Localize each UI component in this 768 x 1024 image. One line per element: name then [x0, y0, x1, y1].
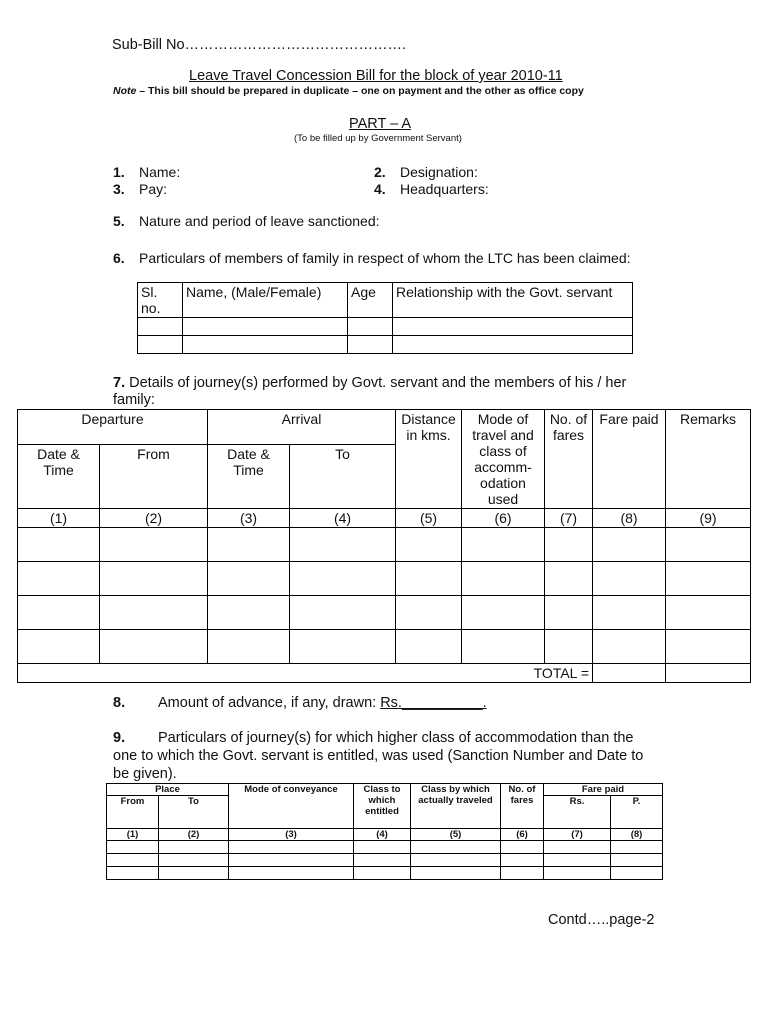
table-cell[interactable] — [593, 528, 666, 562]
table-cell[interactable] — [107, 867, 159, 880]
arrival-header: Arrival — [208, 410, 396, 445]
class-actual-header: Class by which actually traveled — [411, 784, 501, 829]
fare-paid-header: Fare paid — [593, 410, 666, 509]
field-headquarters — [374, 181, 489, 197]
class-entitled-header: Class to which entitled — [354, 784, 411, 829]
table-row — [18, 528, 751, 562]
table-cell[interactable] — [611, 867, 663, 880]
continued-note: Contd…..page-2 — [548, 912, 655, 928]
field-family-particulars — [113, 250, 631, 266]
table-cell[interactable] — [396, 596, 462, 630]
table-header-row — [107, 784, 663, 796]
table-cell[interactable] — [411, 854, 501, 867]
column-header: Age — [348, 283, 393, 318]
fares-header: No. of fares — [501, 784, 544, 829]
table-cell[interactable] — [593, 562, 666, 596]
table-header-row — [138, 283, 633, 318]
table-cell[interactable] — [100, 528, 208, 562]
table-cell[interactable] — [545, 630, 593, 664]
note-text: – This bill should be prepared in duplicate – one on payment and the other as office copy — [139, 85, 584, 97]
field-number: 1. — [113, 164, 125, 180]
table-cell[interactable] — [354, 854, 411, 867]
table-cell[interactable] — [462, 596, 545, 630]
column-number-row — [18, 509, 751, 528]
column-number: (4) — [290, 509, 396, 528]
table-cell[interactable] — [18, 630, 100, 664]
table-row — [107, 854, 663, 867]
arrival-to-header: To — [290, 444, 396, 508]
rs-header: Rs. — [544, 796, 611, 829]
part-heading: PART – A — [349, 116, 412, 132]
advance-amount-line — [113, 695, 487, 711]
field-number: 5. — [113, 213, 125, 229]
table-cell[interactable] — [393, 336, 633, 354]
arrival-date-header: Date & Time — [208, 444, 290, 508]
column-number: (8) — [611, 829, 663, 841]
table-cell[interactable] — [545, 596, 593, 630]
part-subheading: (To be filled up by Government Servant) — [294, 133, 462, 144]
field-number: 6. — [113, 250, 125, 266]
column-header: Name, (Male/Female) — [183, 283, 348, 318]
family-members-table — [137, 282, 633, 354]
table-cell[interactable] — [544, 841, 611, 854]
section-text: Particulars of journey(s) for which higher class of accommodation than the one to which the Govt. servant is entitled, was used (Sanction Number and Date to be given). — [113, 730, 644, 782]
table-cell[interactable] — [666, 528, 751, 562]
table-row — [107, 841, 663, 854]
column-number: (5) — [396, 509, 462, 528]
table-cell[interactable] — [501, 854, 544, 867]
column-number: (3) — [229, 829, 354, 841]
column-number: (2) — [100, 509, 208, 528]
field-pay — [113, 181, 167, 197]
journey-details-heading — [113, 375, 658, 409]
table-cell[interactable] — [18, 562, 100, 596]
field-label: Pay: — [139, 181, 168, 197]
from-header: From — [107, 796, 159, 829]
table-cell[interactable] — [208, 562, 290, 596]
sub-bill-number: Sub-Bill No………………………………………. — [112, 37, 407, 53]
column-number: (6) — [462, 509, 545, 528]
section-text: Details of journey(s) performed by Govt. servant and the members of his / her family: — [113, 375, 627, 408]
column-number: (2) — [159, 829, 229, 841]
table-cell[interactable] — [462, 528, 545, 562]
table-row — [18, 562, 751, 596]
table-cell[interactable] — [545, 528, 593, 562]
table-cell[interactable] — [229, 854, 354, 867]
column-number: (1) — [18, 509, 100, 528]
table-cell[interactable] — [666, 630, 751, 664]
distance-header: Distance in kms. — [396, 410, 462, 509]
field-label: Nature and period of leave sanctioned: — [139, 213, 380, 229]
table-cell[interactable] — [183, 336, 348, 354]
bill-title: Leave Travel Concession Bill for the block of year 2010-11 — [189, 68, 563, 84]
table-cell[interactable] — [18, 596, 100, 630]
table-cell[interactable] — [18, 528, 100, 562]
table-row — [107, 867, 663, 880]
column-header: Relationship with the Govt. servant — [393, 283, 633, 318]
paise-header: P. — [611, 796, 663, 829]
field-name — [113, 164, 180, 180]
total-label: TOTAL = — [18, 664, 593, 683]
table-cell[interactable] — [611, 841, 663, 854]
table-cell[interactable] — [107, 841, 159, 854]
field-label: Particulars of members of family in respect of whom the LTC has been claimed: — [139, 250, 631, 266]
table-row — [18, 596, 751, 630]
column-number: (1) — [107, 829, 159, 841]
table-row — [138, 318, 633, 336]
table-cell[interactable] — [545, 562, 593, 596]
total-fare-cell[interactable] — [593, 664, 666, 683]
to-header: To — [159, 796, 229, 829]
table-cell[interactable] — [100, 562, 208, 596]
table-cell[interactable] — [208, 630, 290, 664]
column-number: (6) — [501, 829, 544, 841]
total-row — [18, 664, 751, 683]
table-cell[interactable] — [107, 854, 159, 867]
fares-header: No. of fares — [545, 410, 593, 509]
table-cell[interactable] — [593, 630, 666, 664]
table-cell[interactable] — [290, 562, 396, 596]
table-row — [138, 336, 633, 354]
fare-paid-header: Fare paid — [544, 784, 663, 796]
table-cell[interactable] — [159, 854, 229, 867]
section-number: 9. — [113, 730, 126, 746]
note-line — [113, 85, 584, 97]
table-cell[interactable] — [501, 841, 544, 854]
table-row — [18, 630, 751, 664]
table-cell[interactable] — [290, 596, 396, 630]
table-cell[interactable] — [544, 854, 611, 867]
table-cell[interactable] — [348, 336, 393, 354]
column-number: (8) — [593, 509, 666, 528]
mode-header: Mode of travel and class of accomm-odation used — [462, 410, 545, 509]
section-number: 7. — [113, 375, 126, 391]
column-number: (7) — [545, 509, 593, 528]
table-cell[interactable] — [666, 596, 751, 630]
table-cell[interactable] — [229, 841, 354, 854]
table-cell[interactable] — [354, 867, 411, 880]
column-number: (3) — [208, 509, 290, 528]
table-cell[interactable] — [501, 867, 544, 880]
column-number: (7) — [544, 829, 611, 841]
table-cell[interactable] — [593, 596, 666, 630]
table-cell[interactable] — [100, 630, 208, 664]
departure-from-header: From — [100, 444, 208, 508]
table-cell[interactable] — [411, 867, 501, 880]
table-cell[interactable] — [138, 318, 183, 336]
table-cell[interactable] — [100, 596, 208, 630]
journey-table — [17, 409, 751, 683]
higher-class-table — [106, 783, 663, 880]
departure-date-header: Date & Time — [18, 444, 100, 508]
table-header-row — [18, 410, 751, 445]
table-cell[interactable] — [290, 630, 396, 664]
field-number: 4. — [374, 181, 386, 197]
table-cell[interactable] — [396, 528, 462, 562]
table-cell[interactable] — [462, 562, 545, 596]
column-number: (5) — [411, 829, 501, 841]
advance-amount-field[interactable]: Rs.__________. — [380, 695, 487, 711]
table-cell[interactable] — [354, 841, 411, 854]
field-leave-nature — [113, 213, 380, 229]
table-cell[interactable] — [183, 318, 348, 336]
field-label: Name: — [139, 164, 181, 180]
table-cell[interactable] — [396, 630, 462, 664]
table-cell[interactable] — [348, 318, 393, 336]
table-cell[interactable] — [290, 528, 396, 562]
table-cell[interactable] — [411, 841, 501, 854]
table-cell[interactable] — [462, 630, 545, 664]
note-label: Note — [113, 85, 137, 97]
table-cell[interactable] — [393, 318, 633, 336]
table-cell[interactable] — [159, 841, 229, 854]
section-text: Amount of advance, if any, drawn: — [158, 695, 377, 711]
column-number: (4) — [354, 829, 411, 841]
table-cell[interactable] — [611, 854, 663, 867]
table-cell[interactable] — [159, 867, 229, 880]
table-cell[interactable] — [544, 867, 611, 880]
field-number: 3. — [113, 181, 125, 197]
section-number: 8. — [113, 695, 126, 711]
table-cell[interactable] — [208, 528, 290, 562]
place-header: Place — [107, 784, 229, 796]
table-cell[interactable] — [208, 596, 290, 630]
higher-class-heading — [113, 729, 661, 783]
column-number: (9) — [666, 509, 751, 528]
remarks-header: Remarks — [666, 410, 751, 509]
table-cell[interactable] — [138, 336, 183, 354]
field-label: Designation: — [400, 164, 478, 180]
mode-header: Mode of conveyance — [229, 784, 354, 829]
total-remarks-cell[interactable] — [666, 664, 751, 683]
field-number: 2. — [374, 164, 386, 180]
table-cell[interactable] — [666, 562, 751, 596]
column-header: Sl. no. — [138, 283, 183, 318]
departure-header: Departure — [18, 410, 208, 445]
field-label: Headquarters: — [400, 181, 489, 197]
table-cell[interactable] — [396, 562, 462, 596]
column-number-row — [107, 829, 663, 841]
field-designation — [374, 164, 478, 180]
table-cell[interactable] — [229, 867, 354, 880]
